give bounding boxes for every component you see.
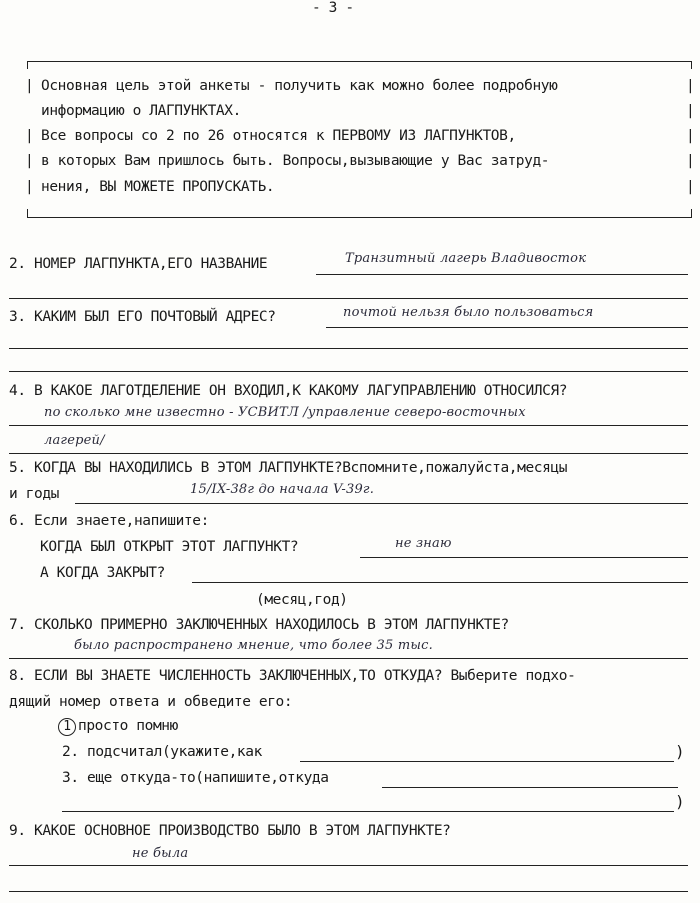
q8-option-2[interactable]: 2. подсчитал(укажите,как <box>62 744 262 760</box>
intro-line-1: Основная цель этой анкеты - получить как можно более подробную <box>41 78 558 94</box>
q6-closed-answer-line[interactable] <box>192 582 688 583</box>
q2-answer[interactable]: Транзитный лагерь Владивосток <box>345 251 587 266</box>
q8-option-2-close-paren: ) <box>675 742 685 761</box>
q3-label: 3. КАКИМ БЫЛ ЕГО ПОЧТОВЫЙ АДРЕС? <box>9 309 276 325</box>
q6-hint: (месяц,год) <box>256 592 348 608</box>
q4-answer-line-1[interactable]: по сколько мне известно - УСВИТЛ /управление северо-восточных <box>44 405 526 420</box>
q6-opened-label: КОГДА БЫЛ ОТКРЫТ ЭТОТ ЛАГПУНКТ? <box>40 539 299 555</box>
q8-option-3-close-paren: ) <box>675 792 685 811</box>
q4-answer-line-2[interactable]: лагерей/ <box>44 433 105 448</box>
intro-line-2: информацию о ЛАГПУНКТАХ. <box>41 103 241 119</box>
q5-label: 5. КОГДА ВЫ НАХОДИЛИСЬ В ЭТОМ ЛАГПУНКТЕ?Вспомните,пожалуйста,месяцы <box>9 460 568 476</box>
q6-closed-label: А КОГДА ЗАКРЫТ? <box>40 565 165 581</box>
q5-answer[interactable]: 15/IX-38г до начала V-39г. <box>190 482 375 497</box>
q8-option-1-circle: 1 <box>58 718 76 736</box>
intro-line-3: Все вопросы со 2 по 26 относятся к ПЕРВОМУ ИЗ ЛАГПУНКТОВ, <box>41 128 516 144</box>
intro-line-5: нения, ВЫ МОЖЕТЕ ПРОПУСКАТЬ. <box>41 179 275 195</box>
q6-label: 6. Если знаете,напишите: <box>9 513 209 529</box>
q7-label: 7. СКОЛЬКО ПРИМЕРНО ЗАКЛЮЧЕННЫХ НАХОДИЛОСЬ В ЭТОМ ЛАГПУНКТЕ? <box>9 617 509 633</box>
q9-answer[interactable]: не была <box>132 846 189 861</box>
q8-option-1-text: просто помню <box>78 718 178 734</box>
q7-answer[interactable]: было распространено мнение, что более 35 тыс. <box>74 638 433 653</box>
q8-option-1[interactable] <box>58 718 178 736</box>
q9-label: 9. КАКОЕ ОСНОВНОЕ ПРОИЗВОДСТВО БЫЛО В ЭТОМ ЛАГПУНКТЕ? <box>9 823 451 839</box>
q5-label-2: и годы <box>9 486 59 502</box>
q3-answer[interactable]: почтой нельзя было пользоваться <box>343 305 594 320</box>
q8-option-3[interactable]: 3. еще откуда-то(напишите,откуда <box>62 770 329 786</box>
q6-opened-answer[interactable]: не знаю <box>395 536 452 551</box>
intro-line-4: в которых Вам пришлось быть. Вопросы,вызывающие у Вас затруд- <box>41 153 550 169</box>
q8-label: 8. ЕСЛИ ВЫ ЗНАЕТЕ ЧИСЛЕННОСТЬ ЗАКЛЮЧЕННЫХ,ТО ОТКУДА? Выберите подхо- <box>9 668 576 684</box>
q8-label-2: дящий номер ответа и обведите его: <box>9 694 293 710</box>
q2-label: 2. НОМЕР ЛАГПУНКТА,ЕГО НАЗВАНИЕ <box>9 256 268 272</box>
q4-label: 4. В КАКОЕ ЛАГОТДЕЛЕНИЕ ОН ВХОДИЛ,К КАКОМУ ЛАГУПРАВЛЕНИЮ ОТНОСИЛСЯ? <box>9 383 568 399</box>
page-number: - 3 - <box>312 0 354 16</box>
